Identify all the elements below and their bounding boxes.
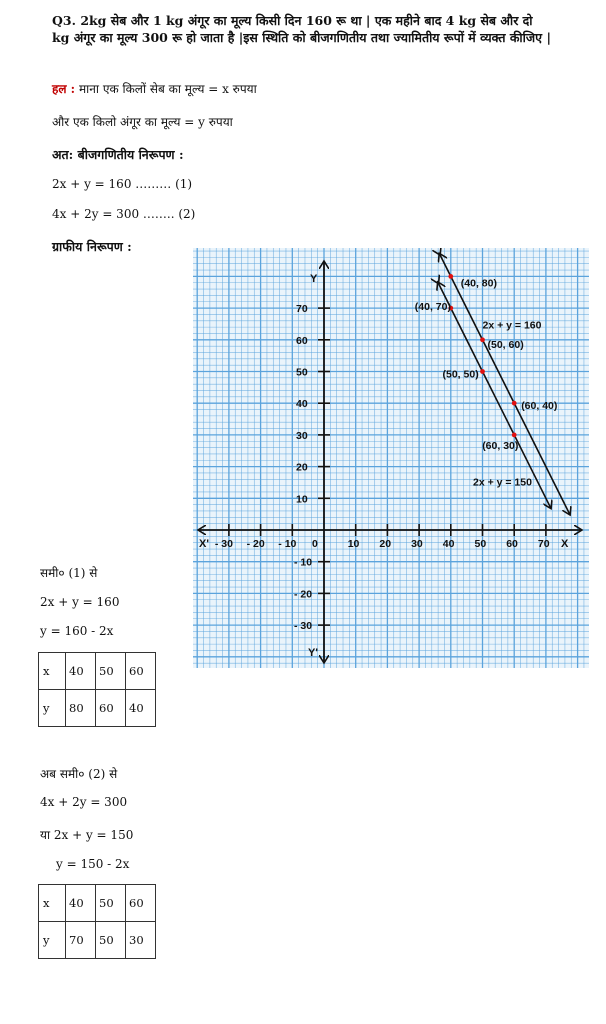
y-tick-label: - 30: [294, 620, 313, 633]
table-cell: 60: [96, 690, 126, 727]
point-label: (60, 30): [482, 439, 519, 452]
x-tick-label: 30: [411, 538, 423, 550]
equation-2: 4x + 2y = 300 …….. (2): [52, 207, 196, 221]
x-tick-label: - 30: [214, 538, 233, 550]
y-tick-label: 20: [296, 461, 308, 474]
solution-intro: [52, 80, 257, 97]
assume-x-text: माना एक किलों सेब का मूल्य = x रुपया: [78, 82, 257, 96]
y-axis-neg-label: Y': [308, 647, 318, 659]
table-row: [39, 653, 156, 690]
eq2-restate: 4x + 2y = 300: [40, 795, 128, 809]
table-cell: 50: [96, 653, 126, 690]
question-text: [52, 12, 552, 46]
data-point: [480, 337, 485, 342]
data-point: [448, 274, 453, 279]
data-point: [512, 433, 517, 438]
series-name-label: 2x + y = 160: [482, 319, 542, 332]
x-tick-label: 60: [506, 538, 518, 550]
x-tick-label: - 20: [246, 538, 265, 550]
table-head-cell: y: [39, 922, 66, 959]
graph-paper-background: [193, 248, 589, 668]
table-cell: 40: [66, 653, 96, 690]
point-label: (50, 50): [442, 368, 479, 381]
solution-label: हल :: [52, 82, 76, 96]
x-tick-label: 40: [442, 538, 455, 550]
assume-y-text: और एक किलो अंगूर का मूल्य = y रुपया: [52, 115, 233, 129]
table-head-cell: x: [39, 885, 66, 922]
table-cell: 60: [126, 885, 156, 922]
x-axis-label: X: [561, 538, 569, 550]
graphical-heading: ग्राफीय निरूपण :: [52, 239, 132, 254]
y-tick-label: - 10: [294, 556, 313, 569]
table-cell: 50: [96, 885, 126, 922]
table-head-cell: y: [39, 690, 66, 727]
values-table-1: [38, 652, 156, 727]
table-cell: 40: [126, 690, 156, 727]
from-eq1-text: समी० (1) से: [40, 566, 98, 580]
x-tick-label: 70: [537, 538, 550, 550]
x-tick-label: 20: [379, 538, 392, 550]
point-label: (50, 60): [487, 338, 524, 351]
y-tick-label: 30: [296, 429, 308, 442]
x-tick-label: - 10: [278, 538, 297, 550]
table-cell: 70: [66, 922, 96, 959]
table-head-cell: x: [39, 653, 66, 690]
eq1-restate: 2x + y = 160: [40, 595, 120, 609]
point-label: (40, 80): [460, 277, 497, 290]
point-label: (40, 70): [414, 301, 451, 314]
x-tick-label: 50: [474, 538, 487, 550]
eq2-y-form: y = 150 - 2x: [56, 857, 130, 871]
eq1-y-form: y = 160 - 2x: [40, 624, 114, 638]
eq2-simplified: या 2x + y = 150: [40, 828, 134, 842]
y-axis-label: Y: [310, 273, 318, 285]
question-number: Q3.: [52, 13, 76, 28]
from-eq2-text: अब समी० (2) से: [40, 767, 118, 781]
y-tick-label: 50: [296, 366, 308, 379]
table-cell: 60: [126, 653, 156, 690]
data-point: [512, 401, 517, 406]
table-cell: 80: [66, 690, 96, 727]
y-tick-label: - 20: [294, 588, 313, 601]
question-body: 2kg सेब और 1 kg अंगूर का मूल्य किसी दिन 160 रू था | एक महीने बाद 4 kg सेब और दो kg अंगूर का मूल्य 300 रू हो जाता है |इस स्थिति को बीजगणितीय तथा ज्यामितीय रूपों में व्यक्त कीजिए |: [52, 13, 551, 45]
y-tick-label: 40: [296, 398, 308, 411]
table-cell: 50: [96, 922, 126, 959]
equation-1: 2x + y = 160 ……… (1): [52, 177, 193, 191]
y-tick-label: 10: [296, 493, 308, 506]
y-tick-label: 60: [296, 334, 308, 347]
x-axis-neg-label: X': [199, 538, 209, 550]
table-cell: 40: [66, 885, 96, 922]
data-point: [480, 369, 485, 374]
table-cell: 30: [126, 922, 156, 959]
table-row: [39, 885, 156, 922]
table-row: [39, 922, 156, 959]
table-row: [39, 690, 156, 727]
algebraic-heading: अत: बीजगणितीय निरूपण :: [52, 147, 184, 162]
x-tick-label: 0: [312, 538, 318, 550]
point-label: (60, 40): [521, 400, 558, 413]
series-name-label: 2x + y = 150: [472, 476, 532, 489]
y-tick-label: 70: [296, 303, 308, 316]
x-tick-label: 10: [347, 538, 360, 550]
graph-paper-chart: [193, 248, 589, 668]
values-table-2: [38, 884, 156, 959]
